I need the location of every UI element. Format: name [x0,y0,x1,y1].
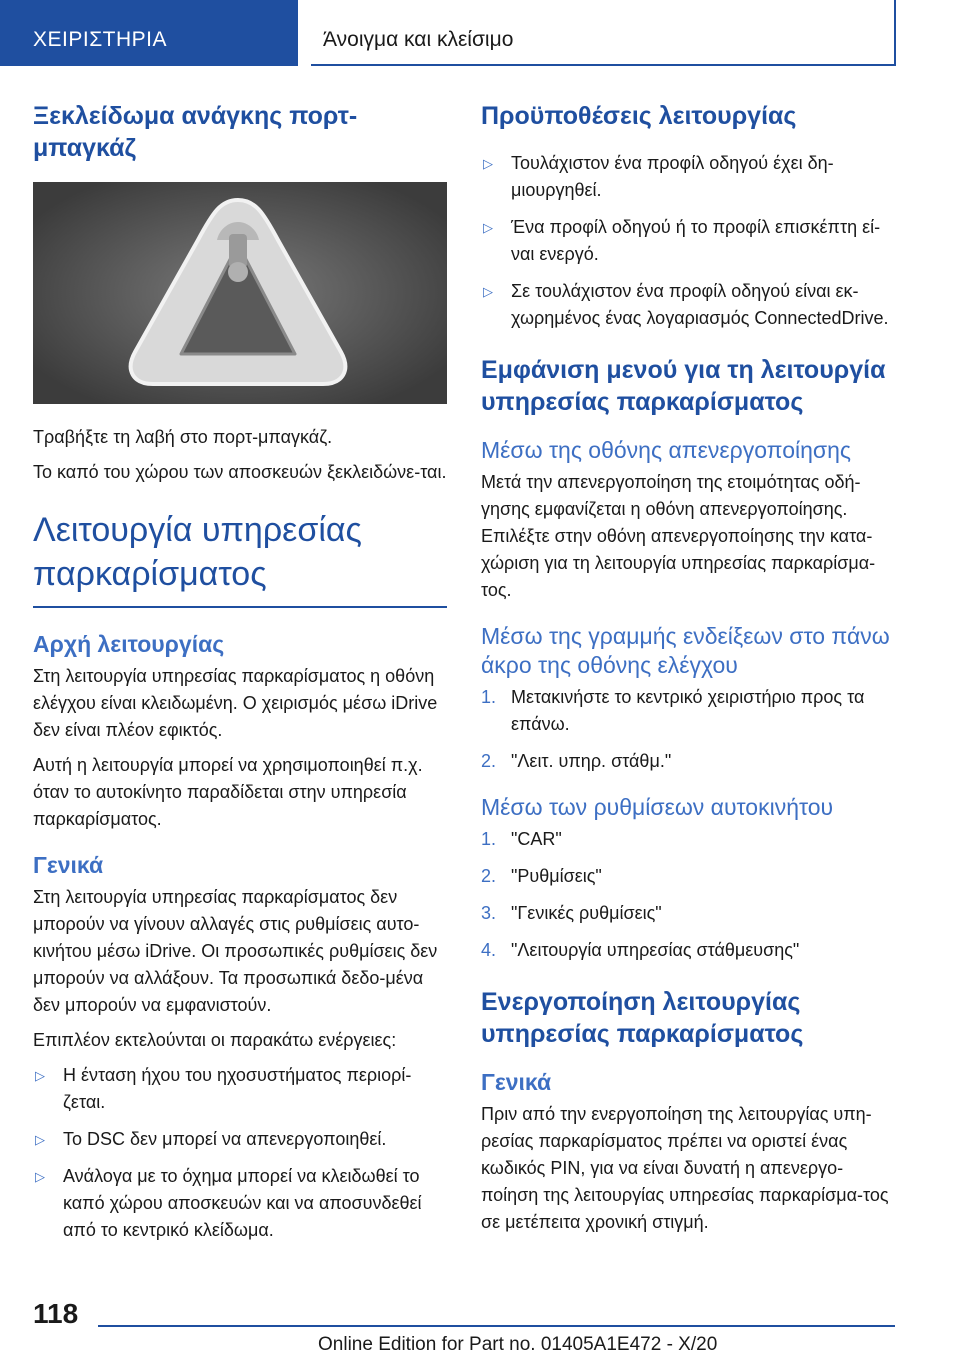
list-item: ▷ Τουλάχιστον ένα προφίλ οδηγού έχει δη-μιουργηθεί. [481,150,895,204]
list-item: 4. "Λειτουργία υπηρεσίας στάθμευσης" [481,940,800,960]
chapter-header [311,0,896,66]
heading-activate-valet: Ενεργοποίηση λειτουργίας υπηρεσίας παρκαρίσματος [481,988,804,1048]
trunk-release-photo [33,182,447,404]
list-item: ▷ Η ένταση ήχου του ηχοσυστήματος περιορί-ζεται. [33,1062,447,1116]
paragraph-general-2: Επιπλέον εκτελούνται οι παρακάτω ενέργειες: [33,1030,397,1050]
heading-prerequisites: Προϋποθέσεις λειτουργίας [481,102,797,130]
heading-general-activate: Γενικά [481,1069,552,1095]
list-item: ▷ Ένα προφίλ οδηγού ή το προφίλ επισκέπτη εί-ναι ενεργό. [481,214,895,268]
triangle-bullet-icon: ▷ [35,1169,45,1184]
page-number: 118 [33,1298,79,1329]
heading-via-vehicle-settings: Μέσω των ρυθμίσεων αυτοκινήτου [481,794,834,820]
heading-principle: Αρχή λειτουργίας [33,631,225,657]
heading-via-status-line: Μέσω της γραμμής ενδείξεων στο πάνω άκρο της οθόνης ελέγχου [481,623,890,678]
right-column [481,100,895,1244]
triangle-bullet-icon: ▷ [483,284,493,299]
heading-show-menu: Εμφάνιση μενού για τη λειτουργία υπηρεσίας παρκαρίσματος [481,356,886,416]
paragraph-principle-1: Στη λειτουργία υπηρεσίας παρκαρίσματος η οθόνη ελέγχου είναι κλειδωμένη. Ο χειρισμός μέσω iDrive δεν είναι πλέον εφικτός. [33,666,438,740]
status-line-steps [481,684,895,775]
triangle-bullet-icon: ▷ [483,156,493,171]
list-item: 2. "Λειτ. υπηρ. στάθμ." [481,751,672,771]
prerequisites-list [481,150,895,332]
list-item: 2. "Ρυθμίσεις" [481,866,602,886]
valet-effects-list [33,1062,447,1244]
footer-edition: Online Edition for Part no. 01405A1E472 - X/20 [318,1334,718,1355]
paragraph-general-1: Στη λειτουργία υπηρεσίας παρκαρίσματος δεν μπορούν να γίνουν αλλαγές στις ρυθμίσεις αυτο-κινήτου μέσω iDrive. Οι προσωπικές ρυθμίσεις δεν μπορούν να αλλάξουν. Τα προσωπικά δεδο-μένα δεν μπορούν να εμφανιστούν. [33,887,438,1015]
list-item: ▷ Σε τουλάχιστον ένα προφίλ οδηγού είναι εκ-χωρημένος ένας λογαριασμός ConnectedDrive. [481,278,895,332]
section-tab [0,0,298,66]
vehicle-settings-steps [481,826,895,964]
paragraph-trunk-unlocked: Το καπό του χώρου των αποσκευών ξεκλειδώνε-ται. [33,462,447,482]
heading-emergency-release: Ξεκλείδωμα ανάγκης πορτ-μπαγκάζ [33,102,358,162]
section-tab-label: ΧΕΙΡΙΣΤΗΡΙΑ [33,28,168,51]
list-item: 3. "Γενικές ρυθμίσεις" [481,903,662,923]
paragraph-deactivation-screen: Μετά την απενεργοποίηση της ετοιμότητας οδή-γησης εμφανίζεται η οθόνη απενεργοποίησης. Επιλέξτε στην οθόνη απενεργοποίησης την κατα-χώριση για τη λειτουργία υπηρεσίας παρκαρίσμα-τος. [481,472,876,600]
heading-general: Γενικά [33,852,104,878]
heading-via-deactivation-screen: Μέσω της οθόνης απενεργοποίησης [481,437,851,463]
triangle-bullet-icon: ▷ [35,1132,45,1147]
paragraph-principle-2: Αυτή η λειτουργία μπορεί να χρησιμοποιηθεί π.χ. όταν το αυτοκίνητο παραδίδεται στην υπηρεσία παρκαρίσματος. [33,755,423,829]
list-item: 1. "CAR" [481,829,562,849]
chapter-title: Άνοιγμα και κλείσιμο [323,28,514,51]
trunk-emergency-release-handle-icon [33,182,447,404]
paragraph-pull-handle: Τραβήξτε τη λαβή στο πορτ-μπαγκάζ. [33,427,333,447]
triangle-bullet-icon: ▷ [35,1068,45,1083]
list-item: ▷ Ανάλογα με το όχημα μπορεί να κλειδωθεί το καπό χώρου αποσκευών και να αποσυνδεθεί από το κεντρικό κλείδωμα. [33,1163,447,1244]
paragraph-activate-pin: Πριν από την ενεργοποίηση της λειτουργίας υπη-ρεσίας παρκαρίσματος πρέπει να οριστεί ένας κωδικός PIN, για να είναι δυνατή η απενεργο-ποίηση της λειτουργίας υπηρεσίας παρκαρίσμα-τος σε μετέπειτα χρονική στιγμή. [481,1104,889,1232]
list-item: 1. Μετακινήστε το κεντρικό χειριστήριο προς τα επάνω. [481,687,865,734]
triangle-bullet-icon: ▷ [483,220,493,235]
heading-valet-mode: Λειτουργία υπηρεσίας παρκαρίσματος [33,508,447,608]
left-column [33,100,447,1254]
footer-divider [98,1325,895,1327]
list-item: ▷ Το DSC δεν μπορεί να απενεργοποιηθεί. [33,1126,447,1153]
